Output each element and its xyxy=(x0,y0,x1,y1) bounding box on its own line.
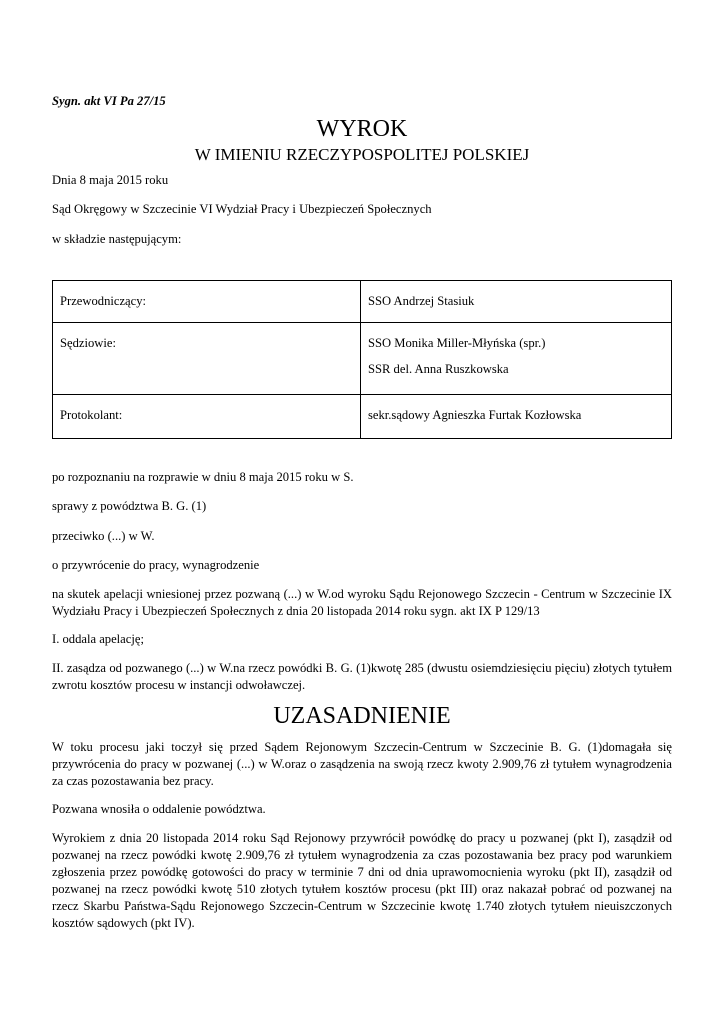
role-cell: Protokolant: xyxy=(53,395,361,439)
name-cell: sekr.sądowy Agnieszka Furtak Kozłowska xyxy=(361,395,672,439)
judge-name-1: SSO Monika Miller-Młyńska (spr.) xyxy=(368,336,546,350)
court-line: Sąd Okręgowy w Szczecinie VI Wydział Pracy i Ubezpieczeń Społecznych xyxy=(52,202,432,216)
paragraph: o przywrócenie do pracy, wynagrodzenie xyxy=(52,558,260,572)
role-cell: Sędziowie: xyxy=(53,323,361,395)
paragraph: sprawy z powództwa B. G. (1) xyxy=(52,499,207,513)
date-line: Dnia 8 maja 2015 roku xyxy=(52,173,169,187)
justification-title: UZASADNIENIE xyxy=(273,703,451,729)
judgment-title: WYROK xyxy=(316,116,408,142)
composition-table xyxy=(52,280,672,439)
table-row xyxy=(53,323,672,395)
role-cell: Przewodniczący: xyxy=(53,281,361,323)
judgment-subtitle: W IMIENIU RZECZYPOSPOLITEJ POLSKIEJ xyxy=(194,145,530,164)
name-cell xyxy=(361,323,672,395)
paragraph: Pozwana wnosiła o oddalenie powództwa. xyxy=(52,802,266,816)
paragraph: na skutek apelacji wniesionej przez pozwaną (...) w W.od wyroku Sądu Rejonowego Szczecin - Centrum w Szczecinie IX Wydziału Pracy i Ubezpieczeń Społecznych z dnia 20 listopada 2014 roku sygn. akt IX P 129/13 xyxy=(52,587,672,618)
paragraph: przeciwko (...) w W. xyxy=(52,529,155,543)
paragraph: Wyrokiem z dnia 20 listopada 2014 roku Sąd Rejonowy przywrócił powódkę do pracy u pozwanej (pkt I), zasądził od pozwanej na rzecz powódki kwotę 2.909,76 zł tytułem wynagrodzenia za czas pozostawania bez pracy pod warunkiem zgłoszenia przez powódkę gotowości do pracy w terminie 7 dni od dnia uprawomocnienia wyroku (pkt II), zasądził od pozwanej na rzecz powódki kwotę 510 złotych tytułem kosztów procesu (pkt III) oraz nakazał pobrać od pozwanej na rzecz Skarbu Państwa-Sądu Rejonowego Szczecin-Centrum w Szczecinie kwotę 1.740 złotych tytułem nieuiszczonych kosztów sądowych (pkt IV). xyxy=(52,831,672,930)
judge-name-2: SSR del. Anna Ruszkowska xyxy=(368,362,509,376)
case-signature: Sygn. akt VI Pa 27/15 xyxy=(52,94,166,108)
composition-intro: w składzie następującym: xyxy=(52,232,182,246)
name-cell: SSO Andrzej Stasiuk xyxy=(361,281,672,323)
paragraph: W toku procesu jaki toczył się przed Sądem Rejonowym Szczecin-Centrum w Szczecinie B. G. (1)domagała się przywrócenia do pracy w pozwanej (...) w W.oraz o zasądzenia na swoją rzecz kwoty 2.909,76 zł tytułem wynagrodzenia za czas pozostawania bez pracy. xyxy=(52,740,672,788)
table-row xyxy=(53,281,672,323)
paragraph: I. oddala apelację; xyxy=(52,632,144,646)
table-row xyxy=(53,395,672,439)
paragraph: po rozpoznaniu na rozprawie w dniu 8 maja 2015 roku w S. xyxy=(52,470,354,484)
paragraph: II. zasądza od pozwanego (...) w W.na rzecz powódki B. G. (1)kwotę 285 (dwustu osiemdziesięciu pięciu) złotych tytułem zwrotu kosztów procesu w instancji odwoławczej. xyxy=(52,661,672,692)
